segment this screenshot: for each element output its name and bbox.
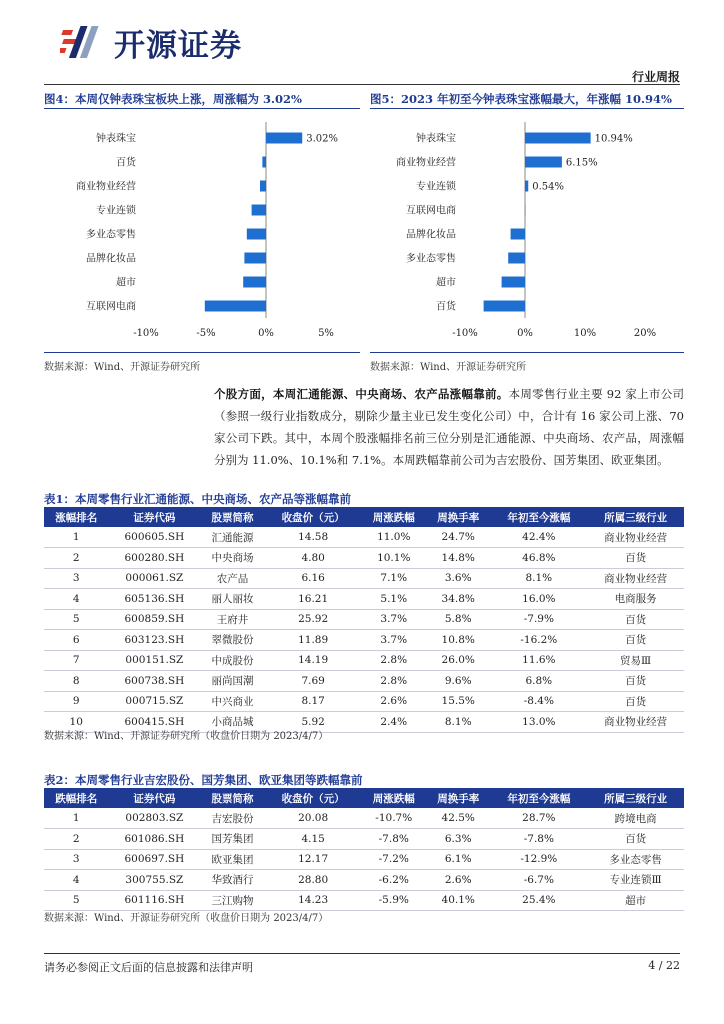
category-label: 超市 [436,277,456,289]
footer-disclaimer: 请务必参阅正文后面的信息披露和法律声明 [44,961,253,974]
table-cell: 1 [44,527,108,548]
table-cell: 601086.SH [108,829,200,850]
table-cell: 王府井 [200,609,264,630]
category-label: 专业连锁 [416,181,456,193]
x-tick-label: 0% [517,328,533,339]
table-cell: 翠微股份 [200,630,264,651]
table-cell: 6.8% [490,671,587,692]
table-cell: 2 [44,829,108,850]
table-cell: 600415.SH [108,712,200,733]
data-label: 10.94% [594,133,633,145]
x-tick-label: 5% [318,328,334,339]
column-header: 证券代码 [108,788,200,808]
table-row [44,870,684,891]
table-row [44,568,684,589]
table-cell: 11.6% [490,650,587,671]
table-cell: 百货 [587,829,684,850]
bar [525,133,591,144]
column-header: 所属三级行业 [587,788,684,808]
brand-name: 开源证券 [114,27,242,64]
table-cell: 14.19 [265,650,362,671]
table-cell: 002803.SZ [108,808,200,829]
table-cell: 6.3% [426,829,490,850]
table-row [44,671,684,692]
table-cell: 中央商场 [200,548,264,569]
table-cell: -6.2% [362,870,426,891]
fig4-chart-svg [44,112,360,347]
table-cell: 12.17 [265,849,362,870]
table-cell: 10 [44,712,108,733]
category-label: 商业物业经营 [396,157,456,169]
table-cell: 11.89 [265,630,362,651]
fig4-source: 数据来源：Wind、开源证券研究所 [44,362,201,373]
column-header: 涨幅排名 [44,507,108,527]
category-label: 钟表珠宝 [96,133,136,145]
bar [525,157,562,168]
table-cell: 5.8% [426,609,490,630]
table-cell: 25.4% [490,890,587,911]
table-cell: 601116.SH [108,890,200,911]
bar [247,229,266,240]
bar [205,301,266,312]
table-cell: 9 [44,691,108,712]
table-cell: 吉宏股份 [200,808,264,829]
table-cell: 商业物业经营 [587,568,684,589]
table-row [44,589,684,610]
table1-title: 表1：本周零售行业汇通能源、中央商场、农产品等涨幅靠前 [44,492,351,506]
table-cell: 40.1% [426,890,490,911]
fig4-chart [44,112,360,351]
table-cell: 600859.SH [108,609,200,630]
table-cell: 000715.SZ [108,691,200,712]
x-tick-label: -5% [196,328,216,339]
table-cell: 电商服务 [587,589,684,610]
table-cell: 600738.SH [108,671,200,692]
bar [508,253,525,264]
table-row [44,548,684,569]
x-tick-label: -10% [133,328,159,339]
table-cell: 8 [44,671,108,692]
table-cell: -7.8% [490,829,587,850]
category-label: 超市 [116,277,136,289]
table-cell: 商业物业经营 [587,712,684,733]
table-cell: 15.5% [426,691,490,712]
table-cell: 2.4% [362,712,426,733]
column-header: 股票简称 [200,507,264,527]
table-cell: 14.58 [265,527,362,548]
column-header: 周换手率 [426,788,490,808]
logo-mark-icon [60,22,108,62]
table-cell: 国芳集团 [200,829,264,850]
table-cell: 丽人丽妆 [200,589,264,610]
table-cell: 300755.SZ [108,870,200,891]
table-cell: 2.6% [362,691,426,712]
table-row [44,808,684,829]
table-row [44,527,684,548]
column-header: 跌幅排名 [44,788,108,808]
table-cell: 34.8% [426,589,490,610]
column-header: 周涨跌幅 [362,788,426,808]
table-row [44,849,684,870]
table-cell: -7.9% [490,609,587,630]
table-cell: 9.6% [426,671,490,692]
table-cell: 百货 [587,630,684,651]
table-header-row [44,507,684,527]
table1-gainers [44,507,684,733]
table-cell: 600280.SH [108,548,200,569]
fig5-title-rule [370,108,684,109]
bar [252,205,266,216]
table-cell: 商业物业经营 [587,527,684,548]
bar [525,181,528,192]
table-cell: -6.7% [490,870,587,891]
table-cell: -12.9% [490,849,587,870]
table-cell: 28.7% [490,808,587,829]
table-cell: 2 [44,548,108,569]
bar [484,301,525,312]
table-cell: 000151.SZ [108,650,200,671]
table-row [44,890,684,911]
table-cell: 跨境电商 [587,808,684,829]
table-cell: 8.17 [265,691,362,712]
table2-title: 表2：本周零售行业吉宏股份、国芳集团、欧亚集团等跌幅靠前 [44,773,363,787]
table-cell: 1 [44,808,108,829]
table-cell: -7.2% [362,849,426,870]
table-cell: 中兴商业 [200,691,264,712]
column-header: 股票简称 [200,788,264,808]
table-cell: 13.0% [490,712,587,733]
table-cell: 46.8% [490,548,587,569]
company-logo [60,22,242,62]
x-tick-label: 10% [573,328,597,339]
table-cell: 3 [44,849,108,870]
category-label: 品牌化妆品 [86,253,136,265]
table-cell: 600697.SH [108,849,200,870]
table-cell: 20.08 [265,808,362,829]
bar [260,181,266,192]
data-label: 3.02% [306,133,339,145]
table-cell: 8.1% [426,712,490,733]
table-cell: 百货 [587,609,684,630]
table-cell: 10.1% [362,548,426,569]
table-cell: 24.7% [426,527,490,548]
table-header-row [44,788,684,808]
table-cell: 28.80 [265,870,362,891]
table-cell: 欧亚集团 [200,849,264,870]
category-label: 商业物业经营 [76,181,136,193]
table-row [44,829,684,850]
x-tick-label: 0% [258,328,274,339]
fig5-source-rule [370,352,684,353]
stock-commentary-body: 本周零售行业主要 92 家上市公司（参照一级行业指数成分，剔除少量主业已发生变化公司）中，合计有 16 家公司上涨、70 家公司下跌。其中，本周个股涨幅排名前三位分别是汇通能源、中央商场、农产品，周涨幅分别为 11.0%、10.1%和 7.1%。本周跌幅靠前公司为吉宏股份、国芳集团、欧亚集团。 [214,387,685,467]
table-cell: 7.69 [265,671,362,692]
table-row [44,630,684,651]
table-cell: 3 [44,568,108,589]
category-label: 百货 [116,157,136,169]
table-cell: 11.0% [362,527,426,548]
table-cell: 000061.SZ [108,568,200,589]
category-label: 百货 [436,301,456,313]
table1-source: 数据来源：Wind、开源证券研究所（收盘价日期为 2023/4/7） [44,731,329,742]
stock-commentary-lead: 个股方面，本周汇通能源、中央商场、农产品涨幅靠前。 [214,387,509,401]
fig4-title-rule [44,108,360,109]
column-header: 周涨跌幅 [362,507,426,527]
table-cell: 5.1% [362,589,426,610]
table-row [44,609,684,630]
table-row [44,691,684,712]
table-cell: 农产品 [200,568,264,589]
category-label: 钟表珠宝 [416,133,456,145]
table-cell: 3.7% [362,609,426,630]
table-cell: 4 [44,870,108,891]
column-header: 收盘价（元） [265,788,362,808]
table-cell: 中成股份 [200,650,264,671]
table-cell: 4.15 [265,829,362,850]
column-header: 周换手率 [426,507,490,527]
table-cell: 8.1% [490,568,587,589]
table-cell: 10.8% [426,630,490,651]
table-cell: 超市 [587,890,684,911]
table-cell: -8.4% [490,691,587,712]
table-cell: 百货 [587,548,684,569]
table-cell: -5.9% [362,890,426,911]
x-tick-label: -10% [452,328,478,339]
table-cell: 5 [44,890,108,911]
bar [262,157,266,168]
table-cell: 605136.SH [108,589,200,610]
table-cell: 4.80 [265,548,362,569]
table-cell: 16.0% [490,589,587,610]
table-cell: -10.7% [362,808,426,829]
column-header: 所属三级行业 [587,507,684,527]
table-cell: 25.92 [265,609,362,630]
table-cell: 百货 [587,671,684,692]
bar [243,277,266,288]
table-cell: 5 [44,609,108,630]
bar [502,277,525,288]
table-cell: 26.0% [426,650,490,671]
table-cell: 2.6% [426,870,490,891]
category-label: 品牌化妆品 [406,229,456,241]
fig4-title: 图4：本周仅钟表珠宝板块上涨，周涨幅为 3.02% [44,92,302,106]
bar [244,253,266,264]
table-cell: 600605.SH [108,527,200,548]
data-label: 6.15% [565,157,598,169]
table-cell: 16.21 [265,589,362,610]
table-cell: -16.2% [490,630,587,651]
category-label: 互联网电商 [406,205,456,217]
header-divider [44,84,680,85]
table-cell: 小商品城 [200,712,264,733]
table-cell: 百货 [587,691,684,712]
table-cell: 7 [44,650,108,671]
fig5-title: 图5：2023 年初至今钟表珠宝涨幅最大，年涨幅 10.94% [370,92,672,106]
bar [525,205,526,216]
stock-commentary [214,383,684,471]
category-label: 多业态零售 [86,229,136,241]
table-cell: 多业态零售 [587,849,684,870]
table-cell: 42.5% [426,808,490,829]
table-cell: 42.4% [490,527,587,548]
bar [511,229,525,240]
table2-losers [44,788,684,911]
table-cell: 6.16 [265,568,362,589]
table-cell: 3.6% [426,568,490,589]
table-cell: 6.1% [426,849,490,870]
table-cell: 5.92 [265,712,362,733]
report-type-label: 行业周报 [631,70,680,84]
x-tick-label: 20% [633,328,657,339]
table-cell: 6 [44,630,108,651]
category-label: 多业态零售 [406,253,456,265]
category-label: 互联网电商 [86,301,136,313]
table-cell: 4 [44,589,108,610]
table-row [44,650,684,671]
table-cell: 三江购物 [200,890,264,911]
table-cell: 14.8% [426,548,490,569]
table-cell: 2.8% [362,671,426,692]
column-header: 年初至今涨幅 [490,788,587,808]
table-cell: 603123.SH [108,630,200,651]
table-cell: 专业连锁Ⅲ [587,870,684,891]
fig5-chart-svg [370,112,684,347]
fig4-source-rule [44,352,360,353]
table-cell: 7.1% [362,568,426,589]
footer-divider [44,953,680,954]
column-header: 证券代码 [108,507,200,527]
data-label: 0.54% [532,181,565,193]
table2-source: 数据来源：Wind、开源证券研究所（收盘价日期为 2023/4/7） [44,913,329,924]
table-cell: 3.7% [362,630,426,651]
table-cell: 华致酒行 [200,870,264,891]
table-cell: 2.8% [362,650,426,671]
bar [266,133,302,144]
table-cell: 14.23 [265,890,362,911]
table-cell: 贸易Ⅲ [587,650,684,671]
column-header: 收盘价（元） [265,507,362,527]
category-label: 专业连锁 [96,205,136,217]
fig5-chart [370,112,684,351]
table-cell: 汇通能源 [200,527,264,548]
page-number: 4 / 22 [648,959,680,972]
table-cell: 丽尚国潮 [200,671,264,692]
table-cell: -7.8% [362,829,426,850]
fig5-source: 数据来源：Wind、开源证券研究所 [370,362,527,373]
column-header: 年初至今涨幅 [490,507,587,527]
